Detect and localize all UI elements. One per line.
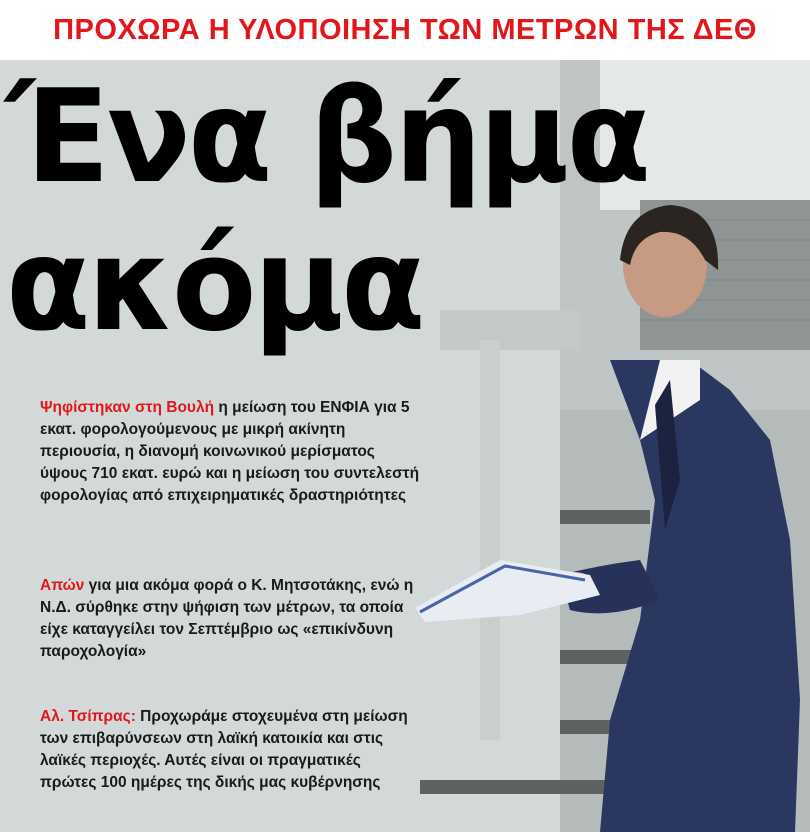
headline-line-2: ακόμα	[6, 211, 423, 360]
bullet-text: η μείωση του ΕΝΦΙΑ για 5 εκατ. φορολογούμενους με μικρή ακίνητη περιουσία, η διανομή κοινωνικού μερίσματος ύψους 710 εκατ. ευρώ και η μείωση του συντελεστή φορολογίας από επιχειρηματικές δραστηριότητες	[40, 399, 420, 504]
bullet-text: Προχωράμε στοχευμένα στη μείωση των επιβαρύνσεων στη λαϊκή κατοικία και στις λαϊκές περιοχές. Αυτές είναι οι πραγματικές πρώτες 100 ημέρες της δικής μας κυβέρνησης	[40, 708, 408, 791]
headline-line-1: Ένα βήμα	[6, 63, 649, 212]
bullet-lead: Ψηφίστηκαν στη Βουλή	[40, 399, 215, 416]
bullet-mitsotakis-absent	[40, 575, 420, 663]
bullet-lead: Αλ. Τσίπρας:	[40, 708, 136, 725]
headline	[6, 64, 736, 360]
bullet-text: για μια ακόμα φορά ο Κ. Μητσοτάκης, ενώ η Ν.Δ. σύρθηκε στην ψήφιση των μέτρων, τα οποία είχε καταγγείλει τον Σεπτέμβριο ως «επικίνδυνη παροχολογία»	[40, 577, 414, 660]
bullet-parliament-vote	[40, 397, 420, 507]
supertitle: ΠΡΟΧΩΡΑ Η ΥΛΟΠΟΙΗΣΗ ΤΩΝ ΜΕΤΡΩΝ ΤΗΣ ΔΕΘ	[53, 14, 757, 46]
bullet-tsipras-quote	[40, 706, 420, 794]
bullet-lead: Απών	[40, 577, 85, 594]
